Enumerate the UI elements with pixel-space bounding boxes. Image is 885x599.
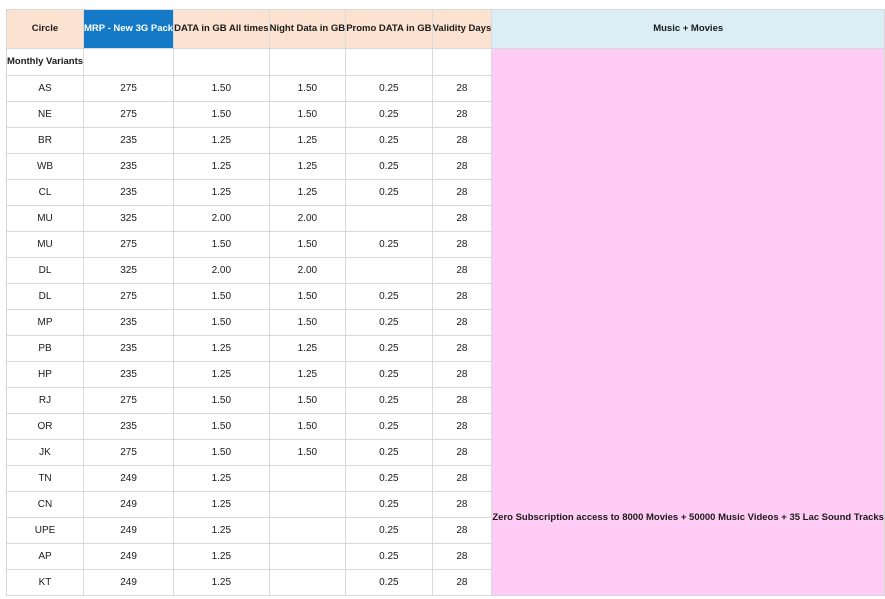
cell-promo-data: 0.25 — [346, 180, 432, 206]
cell-validity: 28 — [432, 180, 492, 206]
cell-data: 1.25 — [174, 518, 269, 544]
cell-circle: MU — [7, 232, 84, 258]
header-data-all-times: DATA in GB All times — [174, 10, 269, 49]
music-offer-text: Zero Subscription access to 8000 Movies + 50000 Music Videos + 35 Lac Sound Tracks — [492, 511, 884, 523]
cell-data: 1.50 — [174, 388, 269, 414]
cell-night-data: 1.50 — [269, 284, 346, 310]
cell-validity: 28 — [432, 310, 492, 336]
cell-circle: JK — [7, 440, 84, 466]
cell-mrp: 235 — [84, 414, 174, 440]
cell-data: 1.50 — [174, 76, 269, 102]
cell-promo-data: 0.25 — [346, 102, 432, 128]
cell-validity: 28 — [432, 336, 492, 362]
cell-mrp: 249 — [84, 570, 174, 596]
cell-circle: AS — [7, 76, 84, 102]
cell-night-data: 2.00 — [269, 206, 346, 232]
cell-mrp: 235 — [84, 362, 174, 388]
cell-mrp: 235 — [84, 128, 174, 154]
cell-validity: 28 — [432, 206, 492, 232]
cell-night-data: 1.50 — [269, 388, 346, 414]
cell-mrp: 275 — [84, 440, 174, 466]
cell-data: 1.25 — [174, 362, 269, 388]
cell-data: 1.25 — [174, 492, 269, 518]
cell-promo-data: 0.25 — [346, 154, 432, 180]
cell-circle: RJ — [7, 388, 84, 414]
cell-mrp: 275 — [84, 102, 174, 128]
cell-night-data — [269, 492, 346, 518]
cell-night-data: 1.25 — [269, 128, 346, 154]
cell-validity: 28 — [432, 128, 492, 154]
cell-promo-data — [346, 206, 432, 232]
cell-validity: 28 — [432, 362, 492, 388]
cell-validity: 28 — [432, 492, 492, 518]
cell-circle: AP — [7, 544, 84, 570]
section-label: Monthly Variants — [7, 49, 84, 76]
section-empty-cell — [84, 49, 174, 76]
cell-mrp: 275 — [84, 284, 174, 310]
cell-promo-data: 0.25 — [346, 518, 432, 544]
cell-data: 1.25 — [174, 466, 269, 492]
header-promo-data: Promo DATA in GB — [346, 10, 432, 49]
cell-data: 1.50 — [174, 310, 269, 336]
cell-night-data: 1.25 — [269, 180, 346, 206]
cell-promo-data: 0.25 — [346, 232, 432, 258]
cell-data: 1.50 — [174, 232, 269, 258]
cell-circle: OR — [7, 414, 84, 440]
cell-circle: CL — [7, 180, 84, 206]
cell-night-data — [269, 466, 346, 492]
cell-circle: UPE — [7, 518, 84, 544]
cell-mrp: 235 — [84, 154, 174, 180]
cell-promo-data — [346, 258, 432, 284]
cell-night-data: 1.50 — [269, 440, 346, 466]
cell-night-data: 1.50 — [269, 102, 346, 128]
cell-validity: 28 — [432, 414, 492, 440]
section-empty-cell — [269, 49, 346, 76]
cell-data: 1.25 — [174, 154, 269, 180]
cell-data: 1.25 — [174, 128, 269, 154]
cell-night-data: 1.25 — [269, 336, 346, 362]
header-mrp: MRP - New 3G Pack — [84, 10, 174, 49]
cell-night-data: 1.25 — [269, 362, 346, 388]
cell-mrp: 275 — [84, 388, 174, 414]
cell-data: 1.50 — [174, 414, 269, 440]
cell-promo-data: 0.25 — [346, 310, 432, 336]
cell-mrp: 325 — [84, 206, 174, 232]
header-row — [7, 10, 885, 49]
header-validity: Validity Days — [432, 10, 492, 49]
cell-promo-data: 0.25 — [346, 128, 432, 154]
cell-night-data: 1.25 — [269, 154, 346, 180]
cell-validity: 28 — [432, 284, 492, 310]
cell-circle: HP — [7, 362, 84, 388]
cell-mrp: 235 — [84, 310, 174, 336]
section-empty-cell — [346, 49, 432, 76]
cell-mrp: 325 — [84, 258, 174, 284]
cell-night-data: 1.50 — [269, 310, 346, 336]
cell-promo-data: 0.25 — [346, 76, 432, 102]
cell-mrp: 275 — [84, 76, 174, 102]
cell-data: 1.50 — [174, 440, 269, 466]
cell-mrp: 249 — [84, 492, 174, 518]
cell-promo-data: 0.25 — [346, 544, 432, 570]
cell-data: 1.25 — [174, 180, 269, 206]
section-empty-cell — [432, 49, 492, 76]
cell-promo-data: 0.25 — [346, 336, 432, 362]
cell-circle: DL — [7, 284, 84, 310]
cell-circle: CN — [7, 492, 84, 518]
cell-circle: NE — [7, 102, 84, 128]
music-offer-cell — [492, 49, 885, 596]
cell-data: 1.25 — [174, 544, 269, 570]
cell-circle: WB — [7, 154, 84, 180]
section-row — [7, 49, 885, 76]
cell-validity: 28 — [432, 258, 492, 284]
header-night-data: Night Data in GB — [269, 10, 346, 49]
cell-night-data — [269, 570, 346, 596]
cell-data: 1.50 — [174, 102, 269, 128]
cell-promo-data: 0.25 — [346, 388, 432, 414]
cell-validity: 28 — [432, 154, 492, 180]
cell-circle: DL — [7, 258, 84, 284]
cell-validity: 28 — [432, 544, 492, 570]
header-circle: Circle — [7, 10, 84, 49]
cell-promo-data: 0.25 — [346, 284, 432, 310]
cell-mrp: 249 — [84, 544, 174, 570]
cell-data: 1.50 — [174, 284, 269, 310]
cell-promo-data: 0.25 — [346, 440, 432, 466]
cell-validity: 28 — [432, 570, 492, 596]
cell-circle: KT — [7, 570, 84, 596]
cell-mrp: 235 — [84, 180, 174, 206]
cell-validity: 28 — [432, 466, 492, 492]
cell-mrp: 275 — [84, 232, 174, 258]
cell-mrp: 235 — [84, 336, 174, 362]
cell-validity: 28 — [432, 440, 492, 466]
cell-night-data: 1.50 — [269, 76, 346, 102]
cell-validity: 28 — [432, 232, 492, 258]
cell-promo-data: 0.25 — [346, 570, 432, 596]
cell-circle: BR — [7, 128, 84, 154]
cell-promo-data: 0.25 — [346, 414, 432, 440]
cell-validity: 28 — [432, 388, 492, 414]
cell-night-data: 1.50 — [269, 414, 346, 440]
cell-mrp: 249 — [84, 466, 174, 492]
cell-promo-data: 0.25 — [346, 492, 432, 518]
cell-circle: MU — [7, 206, 84, 232]
cell-data: 2.00 — [174, 206, 269, 232]
cell-data: 1.25 — [174, 570, 269, 596]
cell-night-data: 2.00 — [269, 258, 346, 284]
cell-validity: 28 — [432, 76, 492, 102]
cell-circle: PB — [7, 336, 84, 362]
cell-promo-data: 0.25 — [346, 362, 432, 388]
cell-circle: MP — [7, 310, 84, 336]
section-empty-cell — [174, 49, 269, 76]
cell-night-data: 1.50 — [269, 232, 346, 258]
cell-circle: TN — [7, 466, 84, 492]
cell-mrp: 249 — [84, 518, 174, 544]
cell-validity: 28 — [432, 102, 492, 128]
cell-data: 1.25 — [174, 336, 269, 362]
cell-night-data — [269, 544, 346, 570]
cell-validity: 28 — [432, 518, 492, 544]
tariff-table — [6, 9, 885, 596]
header-music-movies: Music + Movies — [492, 10, 885, 49]
cell-data: 2.00 — [174, 258, 269, 284]
cell-promo-data: 0.25 — [346, 466, 432, 492]
cell-night-data — [269, 518, 346, 544]
